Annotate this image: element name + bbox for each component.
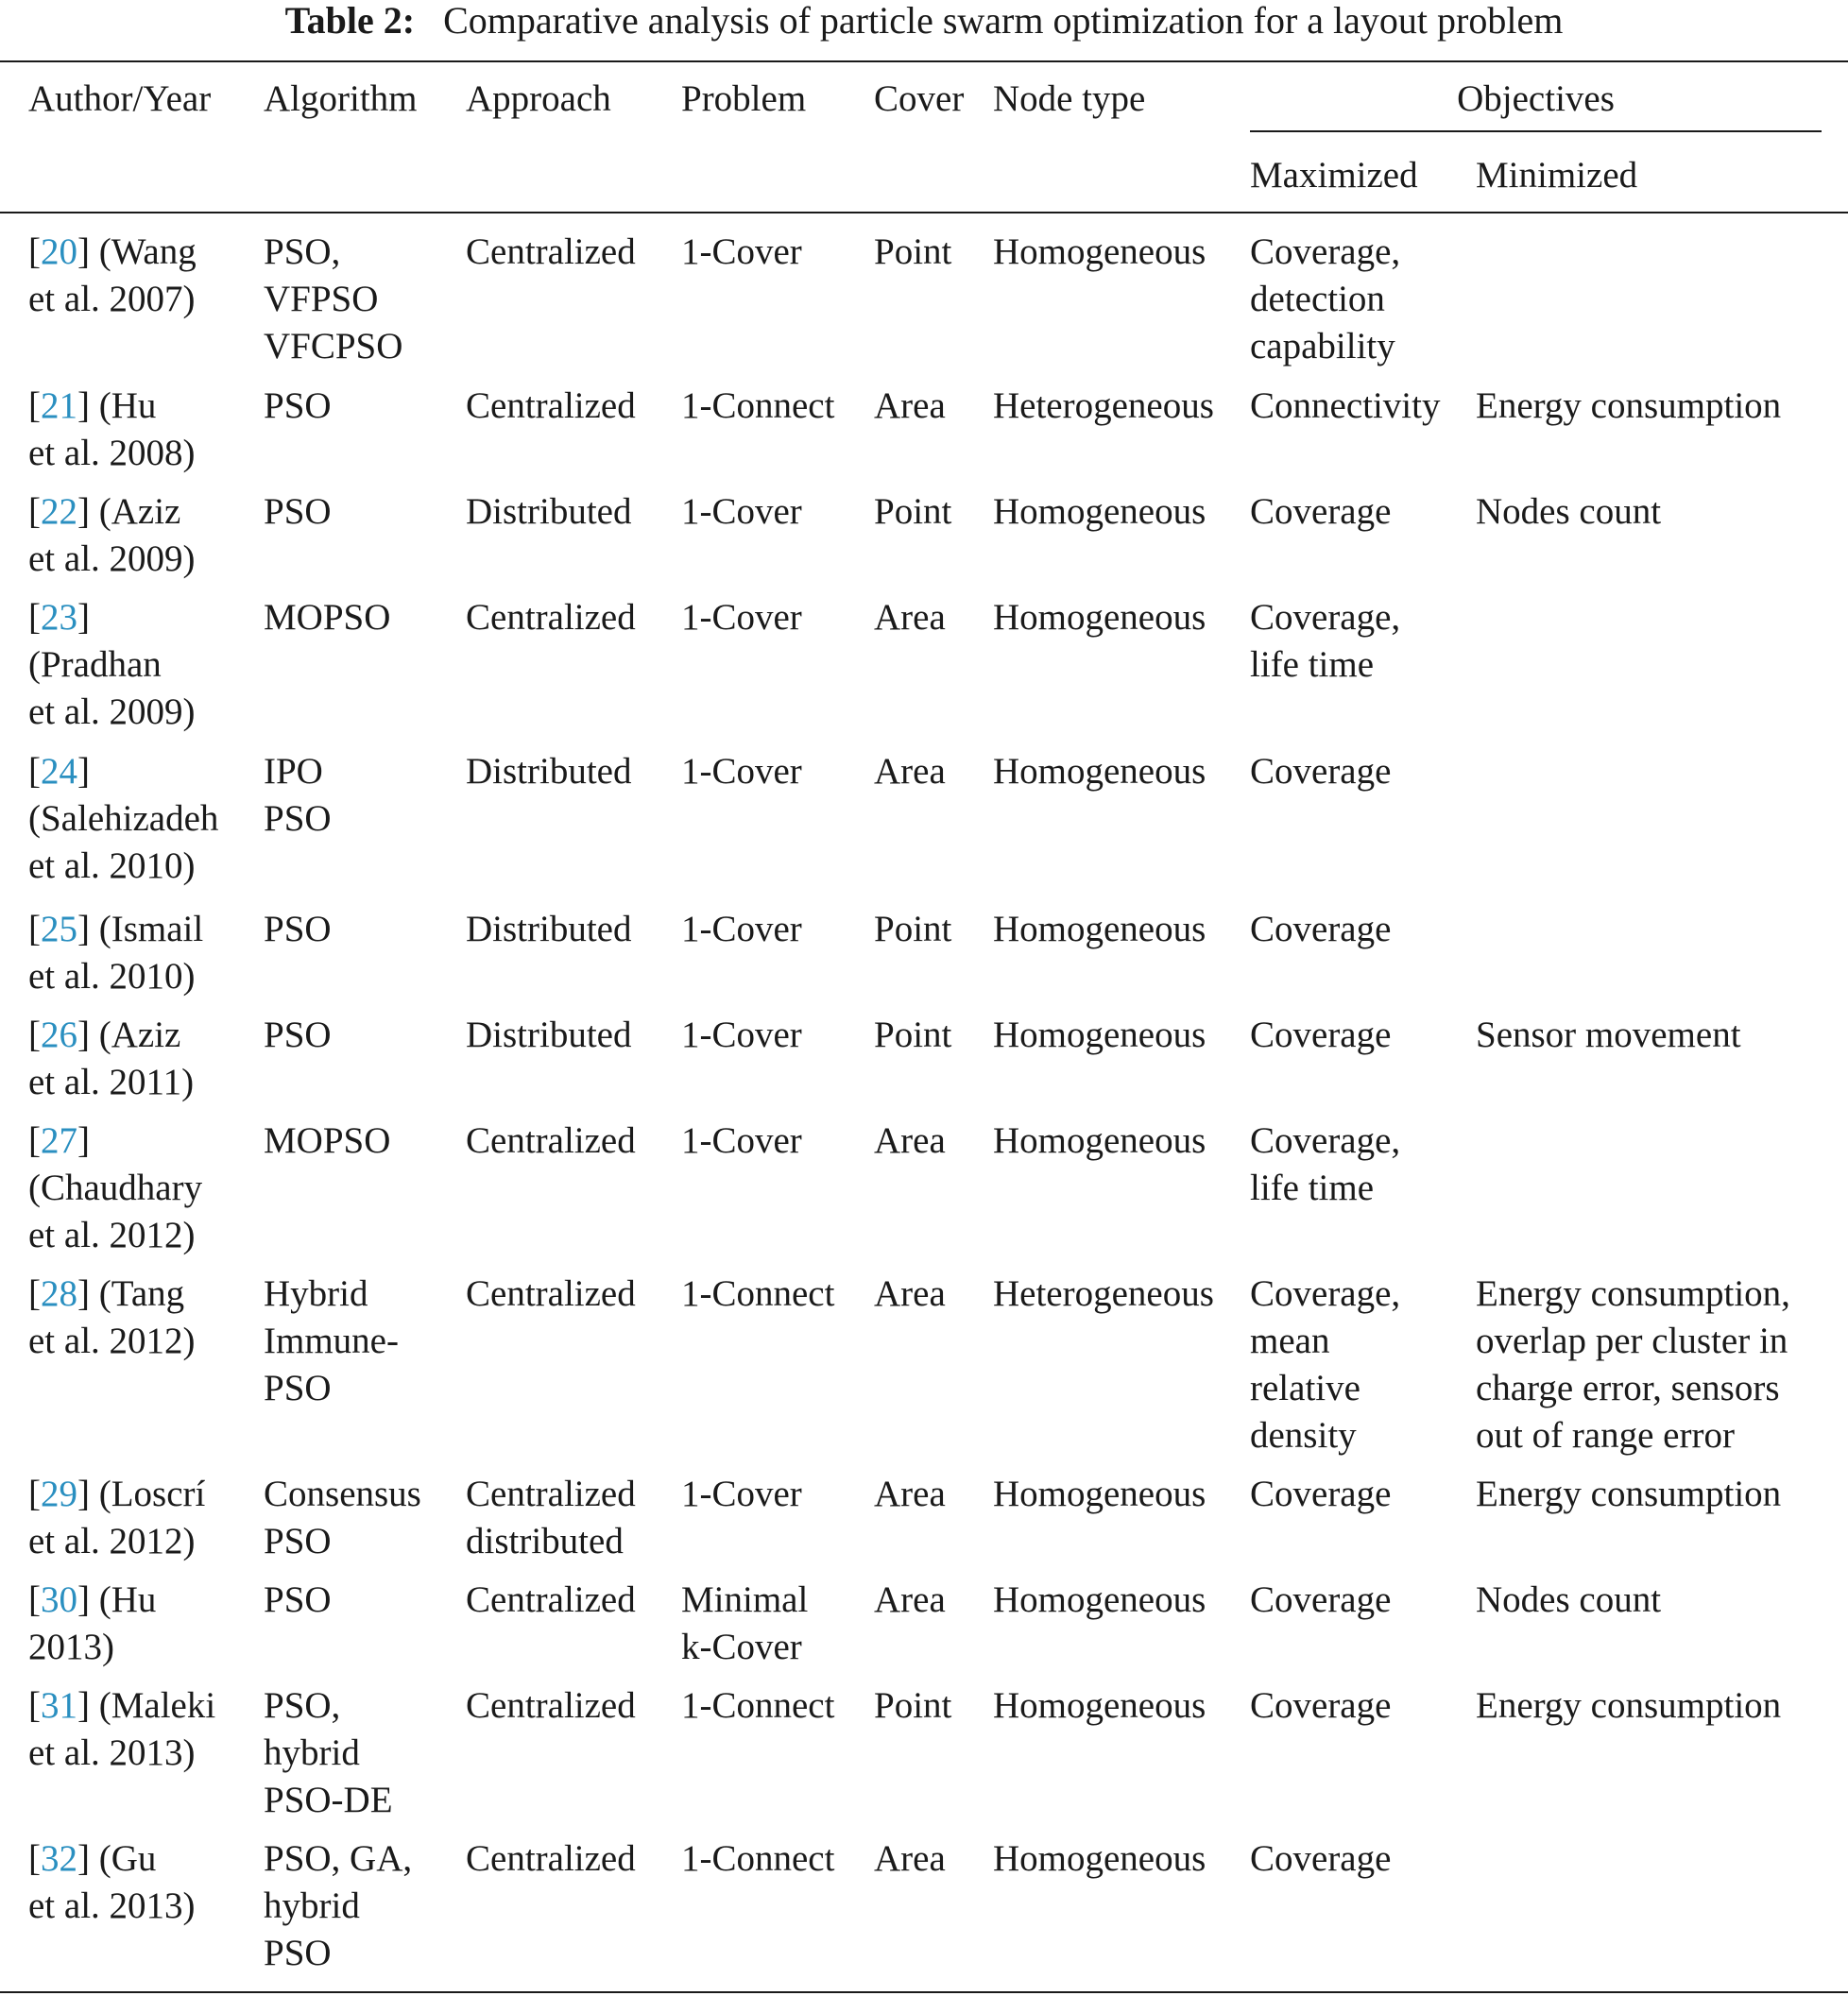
approach-cell: Distributed (466, 751, 632, 792)
header-minimized: Minimized (1476, 155, 1638, 196)
maximized-cell: Coverage (1250, 1474, 1392, 1514)
author-space (90, 491, 99, 532)
algorithm-cell: MOPSO (264, 597, 391, 638)
approach-cell: Distributed (466, 909, 632, 949)
author-name: (Aziz (98, 491, 181, 532)
problem-cell: 1-Cover (681, 597, 802, 638)
bracket-close: ] (77, 909, 90, 949)
author-name: (Loscrí (98, 1474, 206, 1514)
maximized-cell: relative (1250, 1368, 1360, 1408)
bracket-open: [ (28, 1579, 41, 1620)
bracket-open: [ (28, 751, 41, 792)
maximized-cell: Coverage (1250, 1579, 1392, 1620)
node-type-cell: Homogeneous (993, 597, 1206, 638)
problem-cell: 1-Cover (681, 909, 802, 949)
algorithm-cell: PSO, (264, 231, 341, 272)
author-year-line: et al. 2013) (28, 1885, 196, 1926)
minimized-cell: overlap per cluster in (1476, 1321, 1788, 1361)
bracket-open: [ (28, 1838, 41, 1879)
bracket-close: ] (77, 1579, 90, 1620)
problem-cell: 1-Connect (681, 1273, 835, 1314)
bracket-open: [ (28, 231, 41, 272)
author-year-cell (28, 488, 180, 536)
maximized-cell: Coverage, (1250, 1273, 1401, 1314)
header-problem: Problem (681, 78, 807, 119)
algorithm-cell: PSO (264, 1015, 332, 1055)
algorithm-cell: PSO, GA, (264, 1838, 413, 1879)
maximized-cell: Coverage (1250, 751, 1392, 792)
maximized-cell: mean (1250, 1321, 1330, 1361)
caption-text: Comparative analysis of particle swarm optimization for a layout problem (443, 0, 1564, 42)
author-name: (Ismail (98, 909, 204, 949)
bracket-open: [ (28, 1474, 41, 1514)
author-name: (Maleki (98, 1685, 216, 1726)
author-space (90, 231, 99, 272)
header-algorithm: Algorithm (264, 78, 418, 119)
reference-link[interactable]: 21 (41, 385, 77, 426)
bracket-open: [ (28, 1120, 41, 1161)
author-year-line: (Pradhan (28, 644, 162, 685)
reference-link[interactable]: 20 (41, 231, 77, 272)
caption-label: Table 2: (284, 0, 416, 42)
maximized-cell: capability (1250, 326, 1395, 367)
author-year-line: et al. 2007) (28, 279, 196, 319)
bracket-close: ] (77, 751, 90, 792)
bracket-close: ] (77, 597, 90, 638)
author-year-line: (Salehizadeh (28, 798, 219, 839)
bracket-close: ] (77, 385, 90, 426)
author-year-line: et al. 2008) (28, 433, 196, 473)
algorithm-cell: PSO (264, 491, 332, 532)
maximized-cell: life time (1250, 1168, 1375, 1208)
minimized-cell: Nodes count (1476, 491, 1662, 532)
maximized-cell: Coverage (1250, 1685, 1392, 1726)
reference-link[interactable]: 26 (41, 1015, 77, 1055)
problem-cell: 1-Connect (681, 1838, 835, 1879)
reference-link[interactable]: 32 (41, 1838, 77, 1879)
maximized-cell: life time (1250, 644, 1375, 685)
author-year-cell (28, 1471, 205, 1518)
author-year-cell (28, 383, 156, 430)
algorithm-cell: Immune- (264, 1321, 399, 1361)
cover-cell: Area (874, 1579, 946, 1620)
algorithm-cell: PSO (264, 909, 332, 949)
algorithm-cell: hybrid (264, 1732, 360, 1773)
approach-cell: distributed (466, 1521, 624, 1561)
cover-cell: Area (874, 1120, 946, 1161)
reference-link[interactable]: 23 (41, 597, 77, 638)
objectives-rule (1250, 130, 1822, 132)
cover-cell: Point (874, 491, 952, 532)
node-type-cell: Homogeneous (993, 1685, 1206, 1726)
node-type-cell: Homogeneous (993, 1838, 1206, 1879)
bottom-rule (0, 1991, 1848, 1993)
node-type-cell: Heterogeneous (993, 1273, 1214, 1314)
reference-link[interactable]: 25 (41, 909, 77, 949)
approach-cell: Centralized (466, 1474, 636, 1514)
author-name: (Wang (98, 231, 197, 272)
author-year-cell (28, 748, 90, 795)
top-rule (0, 60, 1848, 62)
maximized-cell: Coverage (1250, 909, 1392, 949)
author-year-line: et al. 2010) (28, 845, 196, 886)
cover-cell: Area (874, 1474, 946, 1514)
author-year-cell (28, 1835, 156, 1883)
algorithm-cell: MOPSO (264, 1120, 391, 1161)
approach-cell: Distributed (466, 491, 632, 532)
algorithm-cell: PSO (264, 385, 332, 426)
author-year-cell (28, 1577, 156, 1624)
header-cover: Cover (874, 78, 965, 119)
author-year-line: et al. 2009) (28, 538, 196, 579)
algorithm-cell: PSO-DE (264, 1780, 393, 1820)
bracket-close: ] (77, 1838, 90, 1879)
cover-cell: Point (874, 231, 952, 272)
algorithm-cell: IPO (264, 751, 323, 792)
cover-cell: Area (874, 751, 946, 792)
problem-cell: 1-Connect (681, 385, 835, 426)
problem-cell: k-Cover (681, 1627, 802, 1667)
problem-cell: 1-Cover (681, 1120, 802, 1161)
header-objectives: Objectives (1457, 78, 1615, 119)
author-space (90, 1474, 99, 1514)
header-node-type: Node type (993, 78, 1146, 119)
maximized-cell: Coverage (1250, 1838, 1392, 1879)
reference-link[interactable]: 31 (41, 1685, 77, 1726)
author-year-cell (28, 906, 203, 953)
author-year-cell (28, 229, 197, 276)
bracket-close: ] (77, 231, 90, 272)
author-year-cell (28, 1117, 90, 1165)
approach-cell: Centralized (466, 1579, 636, 1620)
minimized-cell: Nodes count (1476, 1579, 1662, 1620)
cover-cell: Point (874, 1685, 952, 1726)
author-year-cell (28, 594, 90, 641)
maximized-cell: Coverage, (1250, 231, 1401, 272)
maximized-cell: Connectivity (1250, 385, 1441, 426)
author-name: (Gu (98, 1838, 157, 1879)
problem-cell: 1-Cover (681, 751, 802, 792)
approach-cell: Centralized (466, 1685, 636, 1726)
minimized-cell: Sensor movement (1476, 1015, 1741, 1055)
caption-gap (424, 0, 443, 42)
author-name: (Hu (98, 1579, 157, 1620)
author-year-line: et al. 2011) (28, 1062, 195, 1102)
reference-link[interactable]: 29 (41, 1474, 77, 1514)
maximized-cell: Coverage (1250, 491, 1392, 532)
algorithm-cell: PSO (264, 1579, 332, 1620)
author-space (90, 1273, 99, 1314)
node-type-cell: Homogeneous (993, 1120, 1206, 1161)
minimized-cell: charge error, sensors (1476, 1368, 1780, 1408)
approach-cell: Centralized (466, 1120, 636, 1161)
bracket-close: ] (77, 1120, 90, 1161)
bracket-open: [ (28, 385, 41, 426)
reference-link[interactable]: 22 (41, 491, 77, 532)
algorithm-cell: Hybrid (264, 1273, 368, 1314)
cover-cell: Area (874, 1838, 946, 1879)
author-year-cell (28, 1682, 215, 1730)
reference-link[interactable]: 30 (41, 1579, 77, 1620)
maximized-cell: Coverage, (1250, 597, 1401, 638)
author-year-cell (28, 1012, 180, 1059)
author-year-line: et al. 2012) (28, 1321, 196, 1361)
algorithm-cell: PSO (264, 1933, 332, 1973)
reference-link[interactable]: 27 (41, 1120, 77, 1161)
algorithm-cell: PSO (264, 1368, 332, 1408)
table-caption (0, 0, 1848, 42)
bracket-open: [ (28, 1015, 41, 1055)
minimized-cell: Energy consumption, (1476, 1273, 1790, 1314)
author-name: (Aziz (98, 1015, 181, 1055)
author-space (90, 1838, 99, 1879)
author-space (90, 1685, 99, 1726)
cover-cell: Point (874, 1015, 952, 1055)
approach-cell: Distributed (466, 1015, 632, 1055)
bracket-open: [ (28, 909, 41, 949)
maximized-cell: detection (1250, 279, 1385, 319)
author-space (90, 385, 99, 426)
author-year-line: et al. 2012) (28, 1215, 196, 1255)
algorithm-cell: PSO (264, 798, 332, 839)
header-maximized: Maximized (1250, 155, 1418, 196)
author-year-line: et al. 2013) (28, 1732, 196, 1773)
maximized-cell: Coverage, (1250, 1120, 1401, 1161)
minimized-cell: Energy consumption (1476, 1685, 1782, 1726)
minimized-cell: Energy consumption (1476, 1474, 1782, 1514)
algorithm-cell: Consensus (264, 1474, 421, 1514)
author-year-line: et al. 2012) (28, 1521, 196, 1561)
approach-cell: Centralized (466, 231, 636, 272)
maximized-cell: density (1250, 1415, 1357, 1456)
problem-cell: 1-Cover (681, 491, 802, 532)
bracket-open: [ (28, 491, 41, 532)
bracket-open: [ (28, 597, 41, 638)
problem-cell: Minimal (681, 1579, 809, 1620)
bracket-close: ] (77, 1685, 90, 1726)
node-type-cell: Homogeneous (993, 909, 1206, 949)
cover-cell: Point (874, 909, 952, 949)
problem-cell: 1-Connect (681, 1685, 835, 1726)
node-type-cell: Homogeneous (993, 1579, 1206, 1620)
cover-cell: Area (874, 597, 946, 638)
author-year-line: (Chaudhary (28, 1168, 203, 1208)
author-name: (Hu (98, 385, 157, 426)
author-year-line: et al. 2010) (28, 956, 196, 997)
author-space (90, 1015, 99, 1055)
bracket-close: ] (77, 491, 90, 532)
minimized-cell: Energy consumption (1476, 385, 1782, 426)
header-approach: Approach (466, 78, 611, 119)
author-space (90, 1579, 99, 1620)
maximized-cell: Coverage (1250, 1015, 1392, 1055)
cover-cell: Area (874, 1273, 946, 1314)
header-rule (0, 212, 1848, 213)
cover-cell: Area (874, 385, 946, 426)
algorithm-cell: VFPSO (264, 279, 379, 319)
algorithm-cell: PSO (264, 1521, 332, 1561)
bracket-close: ] (77, 1273, 90, 1314)
node-type-cell: Homogeneous (993, 491, 1206, 532)
reference-link[interactable]: 28 (41, 1273, 77, 1314)
author-year-cell (28, 1271, 184, 1318)
author-space (90, 909, 99, 949)
approach-cell: Centralized (466, 385, 636, 426)
reference-link[interactable]: 24 (41, 751, 77, 792)
approach-cell: Centralized (466, 1273, 636, 1314)
approach-cell: Centralized (466, 1838, 636, 1879)
algorithm-cell: hybrid (264, 1885, 360, 1926)
problem-cell: 1-Cover (681, 231, 802, 272)
node-type-cell: Heterogeneous (993, 385, 1214, 426)
author-year-line: 2013) (28, 1627, 114, 1667)
author-year-line: et al. 2009) (28, 691, 196, 732)
node-type-cell: Homogeneous (993, 1474, 1206, 1514)
bracket-close: ] (77, 1015, 90, 1055)
node-type-cell: Homogeneous (993, 231, 1206, 272)
approach-cell: Centralized (466, 597, 636, 638)
problem-cell: 1-Cover (681, 1015, 802, 1055)
bracket-open: [ (28, 1685, 41, 1726)
header-author-year: Author/Year (28, 78, 212, 119)
minimized-cell: out of range error (1476, 1415, 1735, 1456)
node-type-cell: Homogeneous (993, 751, 1206, 792)
algorithm-cell: PSO, (264, 1685, 341, 1726)
algorithm-cell: VFCPSO (264, 326, 403, 367)
problem-cell: 1-Cover (681, 1474, 802, 1514)
bracket-open: [ (28, 1273, 41, 1314)
author-name: (Tang (98, 1273, 185, 1314)
bracket-close: ] (77, 1474, 90, 1514)
node-type-cell: Homogeneous (993, 1015, 1206, 1055)
